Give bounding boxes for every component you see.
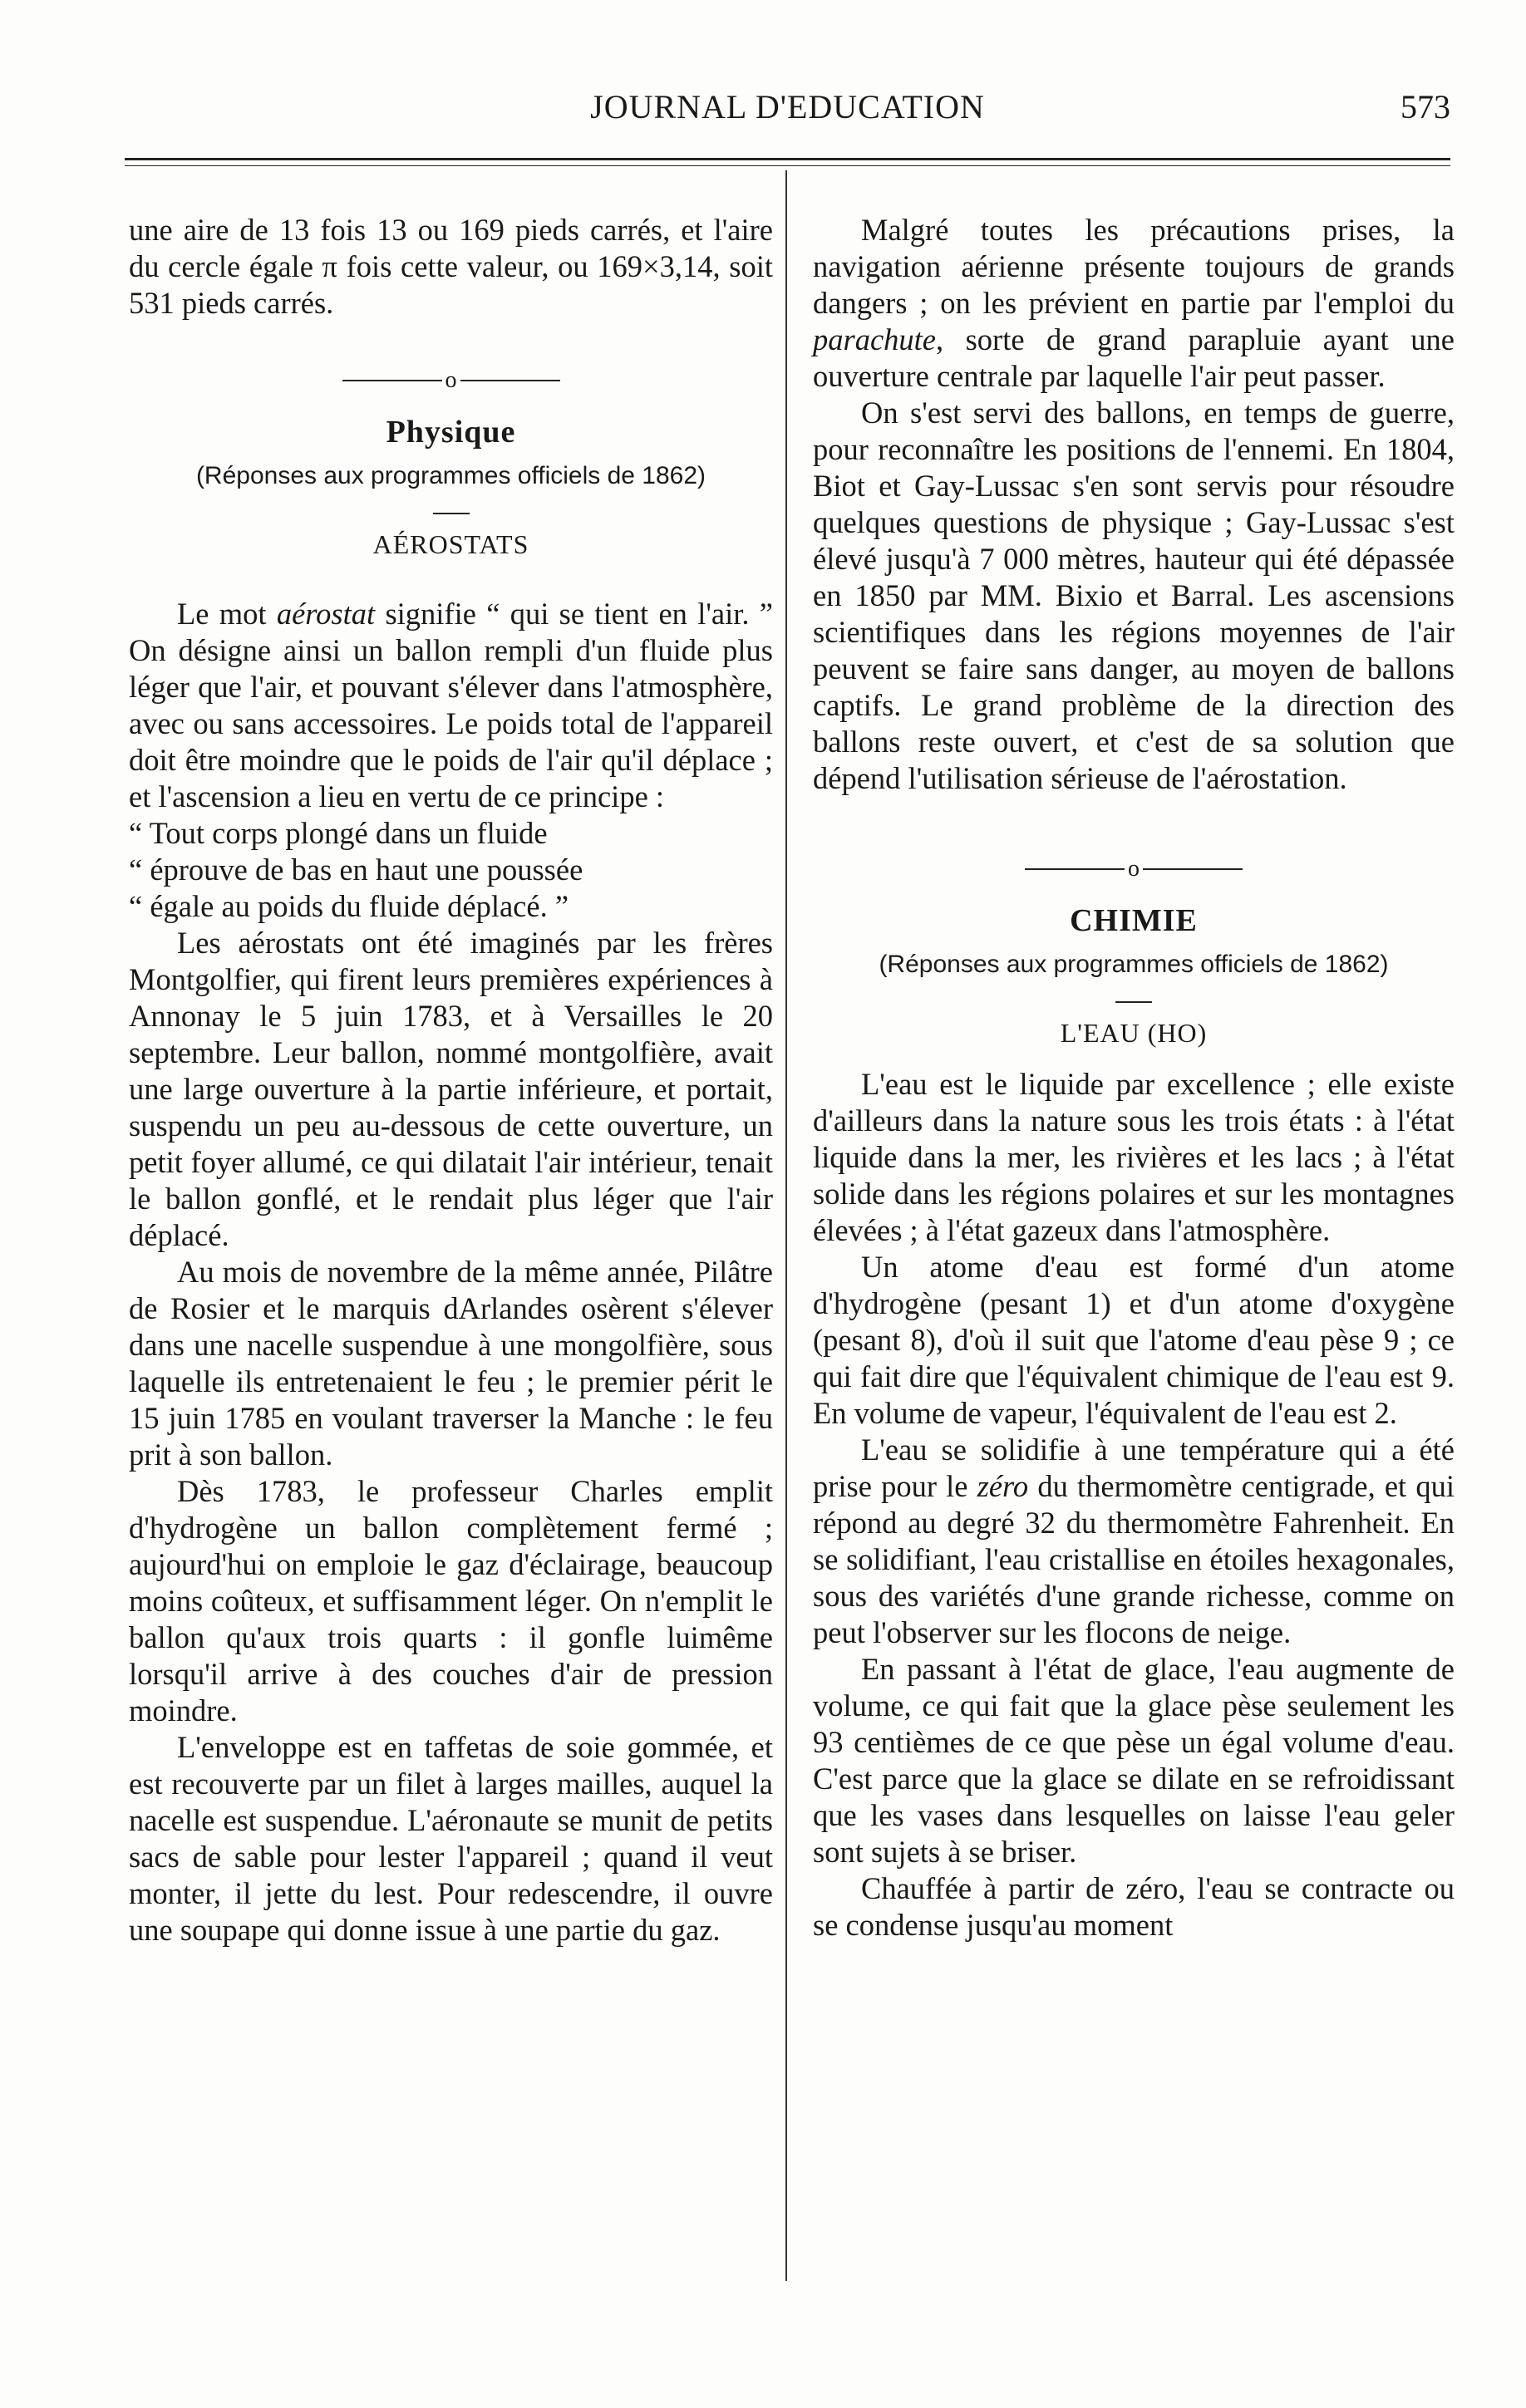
paragraph: Dès 1783, le professeur Charles emplit d'hydrogène un ballon complètement fermé ; aujourd'hui on emploie le gaz d'éclairage, beaucoup moins coûteux, et suffisamment léger. On n'emplit le ballon qu'aux trois quarts : il gonfle luimême lorsqu'il arrive à des couches d'air de pression moindre. (129, 1473, 773, 1727)
section-title-chimie: CHIMIE (1070, 902, 1198, 938)
sub-title-eau: L'EAU (HO) (1060, 1017, 1208, 1048)
page-header (125, 87, 1450, 145)
paragraph: Le mot aérostat signifie “ qui se tient en l'air. ” On désigne ainsi un ballon rempli d'un fluide plus léger que l'air, et pouvant s'élever dans l'atmosphère, avec ou sans accessoires. Le poids total de l'appareil doit être moindre que le poids de l'air qu'il déplace ; et l'ascension a lieu en vertu de ce principe : (129, 596, 774, 813)
quote-line: “ éprouve de bas en haut une poussée (129, 852, 583, 887)
sub-title-aerostats: AÉROSTATS (372, 528, 529, 559)
quote-line: “ Tout corps plongé dans un fluide (129, 815, 548, 850)
right-column (813, 212, 1455, 1944)
section-separator: o (129, 366, 773, 393)
paragraph: L'eau est le liquide par excellence ; elle existe d'ailleurs dans la nature sous les trois états : à l'état liquide dans la mer, les rivières et les lacs ; à l'état solide dans les régions polaires et sur les montagnes élevées ; à l'état gazeux dans l'atmosphère. (813, 1066, 1455, 1247)
paragraph: Les aérostats ont été imaginés par les frères Montgolfier, qui firent leurs premières expériences à Annonay le 5 juin 1783, et à Versailles le 20 septembre. Leur ballon, nommé montgolfière, avait une large ouverture à la partie inférieure, et portait, suspendu un peu au-dessous de cette ouverture, un petit foyer allumé, ce qui dilatait l'air intérieur, tenait le ballon gonflé, et le rendait plus léger que l'air déplacé. (129, 925, 773, 1252)
short-rule (433, 513, 470, 514)
header-rule (125, 158, 1450, 166)
paragraph: Au mois de novembre de la même année, Pilâtre de Rosier et le marquis dArlandes osèrent s'élever dans une nacelle suspendue à une mongolfière, sous laquelle ils entretenaient le feu ; le premier périt le 15 juin 1785 en voulant traverser la Manche : le feu prit à son ballon. (129, 1254, 773, 1472)
paragraph: Un atome d'eau est formé d'un atome d'hydrogène (pesant 1) et d'un atome d'oxygène (pesant 8), d'où il suit que l'atome d'eau pèse 9 ; ce qui fait dire que l'équivalent chimique de l'eau est 9. En volume de vapeur, l'équivalent de l'eau est 2. (813, 1249, 1455, 1430)
short-rule (1115, 1001, 1152, 1003)
column-divider (785, 170, 787, 2281)
paragraph: On s'est servi des ballons, en temps de guerre, pour reconnaître les positions de l'ennemi. En 1804, Biot et Gay-Lussac s'en sont servis pour résoudre quelques questions de physique ; Gay-Lussac s'est élevé jusqu'à 7 000 mètres, hauteur qui été dépassée en 1850 par MM. Bixio et Barral. Les ascensions scientifiques dans les régions moyennes de l'air peuvent se faire sans danger, au moyen de ballons captifs. Le grand problème de la direction des ballons reste ouvert, et c'est de sa solution que dépend l'utilisation sérieuse de l'aérostation. (813, 396, 1455, 795)
running-title: JOURNAL D'EDUCATION (590, 88, 985, 125)
left-column (129, 212, 773, 1949)
paragraph: En passant à l'état de glace, l'eau augmente de volume, ce qui fait que la glace pèse seulement les 93 centièmes de ce que pèse un égal volume d'eau. C'est parce que la glace se dilate en se refroidissant que les vases dans lesquelles on laisse l'eau geler sont sujets à se briser. (813, 1651, 1455, 1869)
section-note: (Réponses aux programmes officiels de 1862) (195, 461, 706, 489)
page-number: 573 (1400, 88, 1450, 125)
paragraph: Chauffée à partir de zéro, l'eau se contracte ou se condense jusqu'au moment (813, 1870, 1455, 1942)
continued-paragraph: une aire de 13 fois 13 ou 169 pieds carrés, et l'aire du cercle égale π fois cette valeur, ou 169×3,14, soit 531 pieds carrés. (129, 213, 773, 320)
section-note: (Réponses aux programmes officiels de 1862) (879, 950, 1389, 978)
section-separator: o (813, 855, 1455, 882)
quote-line: “ égale au poids du fluide déplacé. ” (129, 888, 569, 923)
paragraph: L'enveloppe est en taffetas de soie gommée, et est recouverte par un filet à larges mailles, auquel la nacelle est suspendue. L'aéronaute se munit de petits sacs de sable pour lester l'appareil ; quand il veut monter, il jette du lest. Pour redescendre, il ouvre une soupape qui donne issue à une partie du gaz. (129, 1729, 773, 1947)
paragraph: L'eau se solidifie à une température qui a été prise pour le zéro du thermomètre centigrade, et qui répond au degré 32 du thermomètre Fahrenheit. En se solidifiant, l'eau cristallise en étoiles hexagonales, sous des variétés d'une grande richesse, comme on peut l'observer sur les flocons de neige. (813, 1432, 1455, 1649)
paragraph: Malgré toutes les précautions prises, la navigation aérienne présente toujours de grands dangers ; on les prévient en partie par l'emploi du parachute, sorte de grand parapluie ayant une ouverture centrale par laquelle l'air peut passer. (813, 213, 1455, 393)
section-title-physique: Physique (386, 414, 516, 450)
